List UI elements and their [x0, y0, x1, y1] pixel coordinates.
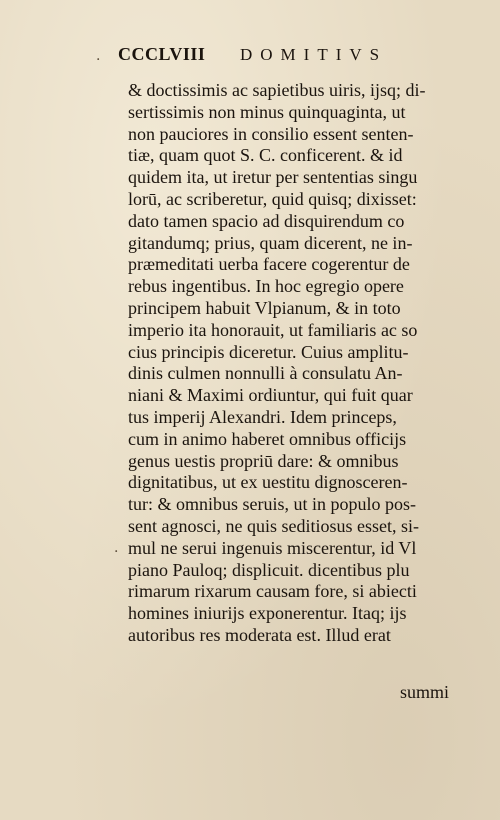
- text-line: niani & Maximi ordiuntur, qui fuit quar: [128, 385, 413, 406]
- text-line: non pauciores in consilio essent senten-: [128, 123, 414, 144]
- text-line: sertissimis non minus quinquaginta, ut: [128, 101, 406, 122]
- text-line: tur: & omnibus seruis, ut in populo pos-: [128, 494, 416, 515]
- text-line: cum in animo haberet omnibus officijs: [128, 428, 407, 449]
- folio-number: CCCLVIII: [118, 44, 206, 64]
- text-line: genus uestis propriū dare: & omnibus: [128, 450, 399, 471]
- text-line: imperio ita honorauit, ut familiaris ac so: [128, 319, 418, 340]
- text-line: tus imperij Alexandri. Idem princeps,: [128, 406, 397, 427]
- text-line: mul ne serui ingenuis miscerentur, id Vl: [128, 537, 417, 558]
- text-line: quidem ita, ut iretur per sententias singu: [128, 167, 418, 188]
- text-line: cius principis diceretur. Cuius amplitu-: [128, 341, 409, 362]
- catchword: summi: [400, 682, 450, 702]
- text-line: dignitatibus, ut ex uestitu dignosceren-: [128, 472, 408, 493]
- margin-dot: ·: [96, 52, 101, 68]
- running-head: DOMITIVS: [240, 45, 388, 64]
- text-line: tiæ, quam quot S. C. conficerent. & id: [128, 145, 403, 166]
- text-line: piano Pauloq; displicuit. dicentibus plu: [128, 559, 410, 580]
- text-line: principem habuit Vlpianum, & in toto: [128, 297, 401, 318]
- text-line: rebus ingentibus. In hoc egregio opere: [128, 276, 404, 297]
- text-line: præmeditati uerba facere cogerentur de: [128, 254, 410, 275]
- text-line: sent agnosci, ne quis seditiosus esset, si-: [128, 515, 419, 536]
- text-line: dato tamen spacio ad disquirendum co: [128, 210, 405, 231]
- margin-dot: ·: [114, 544, 119, 560]
- text-line: autoribus res moderata est. Illud erat: [128, 624, 391, 645]
- text-line: homines iniurijs exponerentur. Itaq; ijs: [128, 603, 407, 624]
- text-line: rimarum rixarum causam fore, si abiecti: [128, 581, 417, 602]
- page-header: [118, 44, 418, 72]
- body-text: [128, 80, 463, 647]
- text-line: dinis culmen nonnulli à consulatu An-: [128, 363, 403, 384]
- text-line: & doctissimis ac sapietibus uiris, ijsq; di-: [128, 80, 426, 100]
- text-line: lorū, ac scriberetur, quid quisq; dixisset:: [128, 188, 417, 209]
- text-line: gitandumq; prius, quam dicerent, ne in-: [128, 232, 413, 253]
